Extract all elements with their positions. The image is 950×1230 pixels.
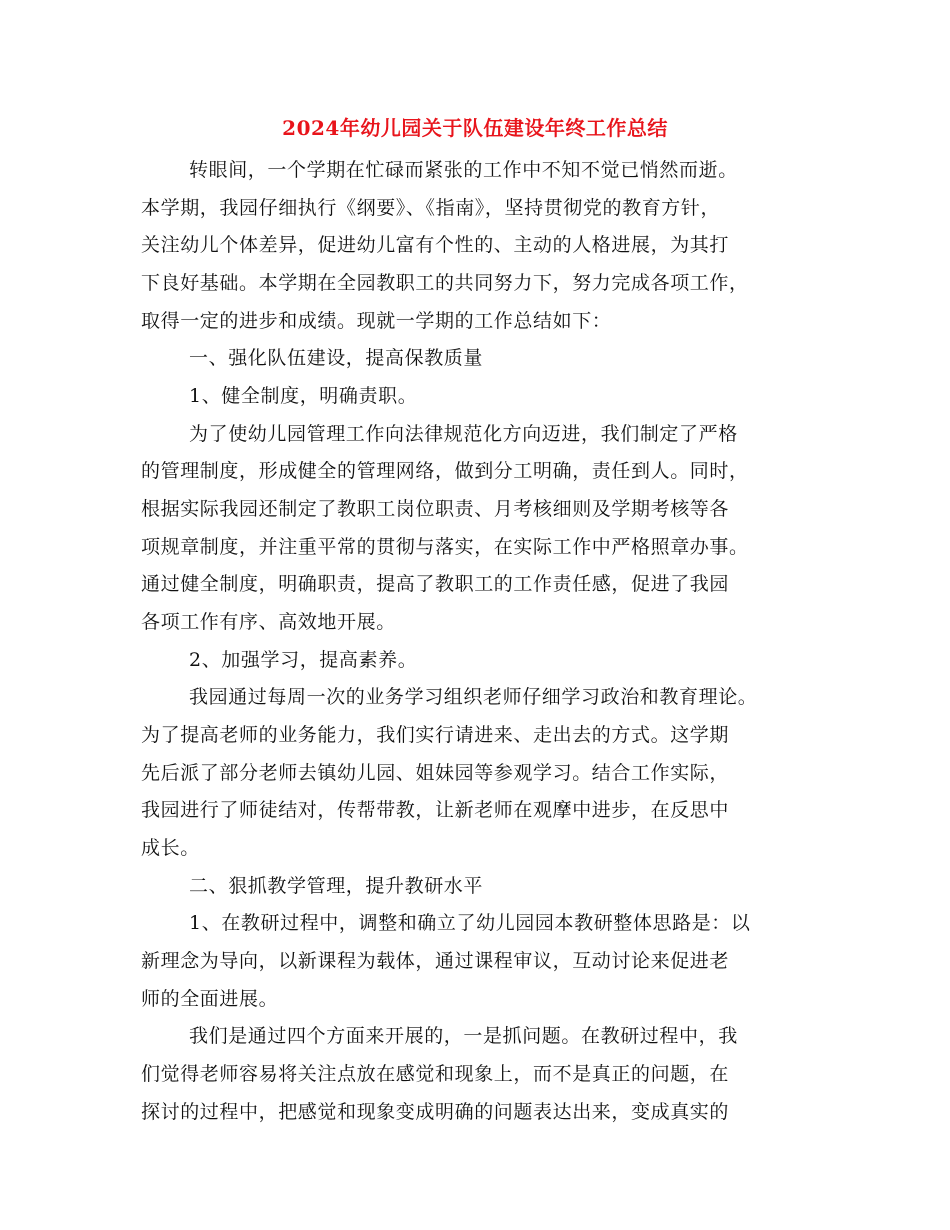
paragraph-line: 的管理制度，形成健全的管理网络，做到分工明确，责任到人。同时， — [141, 460, 749, 482]
paragraph-line: 1、在教研过程中，调整和确立了幼儿园园本教研整体思路是：以 — [189, 912, 751, 934]
paragraph-line: 根据实际我园还制定了教职工岗位职责、月考核细则及学期考核等各 — [141, 498, 730, 520]
paragraph-line: 探讨的过程中，把感觉和现象变成明确的问题表达出来，变成真实的 — [141, 1101, 730, 1123]
paragraph-line: 取得一定的进步和成绩。现就一学期的工作总结如下： — [141, 310, 612, 332]
paragraph-line: 转眼间，一个学期在忙碌而紧张的工作中不知不觉已悄然而逝。 — [189, 159, 738, 181]
paragraph-line: 我园通过每周一次的业务学习组织老师仔细学习政治和教育理论。 — [189, 686, 758, 708]
paragraph-line: 我们是通过四个方面来开展的，一是抓问题。在教研过程中，我 — [189, 1025, 738, 1047]
paragraph-line: 成长。 — [141, 837, 200, 859]
paragraph-line: 通过健全制度，明确职责，提高了教职工的工作责任感，促进了我园 — [141, 573, 730, 595]
subsection-heading: 2、加强学习，提高素养。 — [189, 649, 418, 671]
paragraph-line: 为了使幼儿园管理工作向法律规范化方向迈进，我们制定了严格 — [189, 423, 738, 445]
paragraph-line: 各项工作有序、高效地开展。 — [141, 611, 396, 633]
paragraph-line: 为了提高老师的业务能力，我们实行请进来、走出去的方式。这学期 — [141, 724, 730, 746]
paragraph-line: 关注幼儿个体差异，促进幼儿富有个性的、主动的人格进展，为其打 — [141, 234, 730, 256]
paragraph-line: 师的全面进展。 — [141, 988, 279, 1010]
subsection-heading: 1、健全制度，明确责职。 — [189, 385, 418, 407]
paragraph-line: 下良好基础。本学期在全园教职工的共同努力下，努力完成各项工作， — [141, 272, 749, 294]
section-heading: 一、强化队伍建设，提高保教质量 — [189, 347, 484, 369]
paragraph-line: 我园进行了师徒结对，传帮带教，让新老师在观摩中进步，在反思中 — [141, 799, 730, 821]
paragraph-line: 新理念为导向，以新课程为载体，通过课程审议，互动讨论来促进老 — [141, 950, 730, 972]
document-title: 2024年幼儿园关于队伍建设年终工作总结 — [282, 116, 668, 140]
paragraph-line: 项规章制度，并注重平常的贯彻与落实，在实际工作中严格照章办事。 — [141, 536, 749, 558]
paragraph-line: 本学期，我园仔细执行《纲要》、《指南》，坚持贯彻党的教育方针， — [141, 197, 721, 219]
paragraph-line: 们觉得老师容易将关注点放在感觉和现象上，而不是真正的问题，在 — [141, 1063, 730, 1085]
section-heading: 二、狠抓教学管理，提升教研水平 — [189, 875, 484, 897]
paragraph-line: 先后派了部分老师去镇幼儿园、姐妹园等参观学习。结合工作实际， — [141, 762, 730, 784]
